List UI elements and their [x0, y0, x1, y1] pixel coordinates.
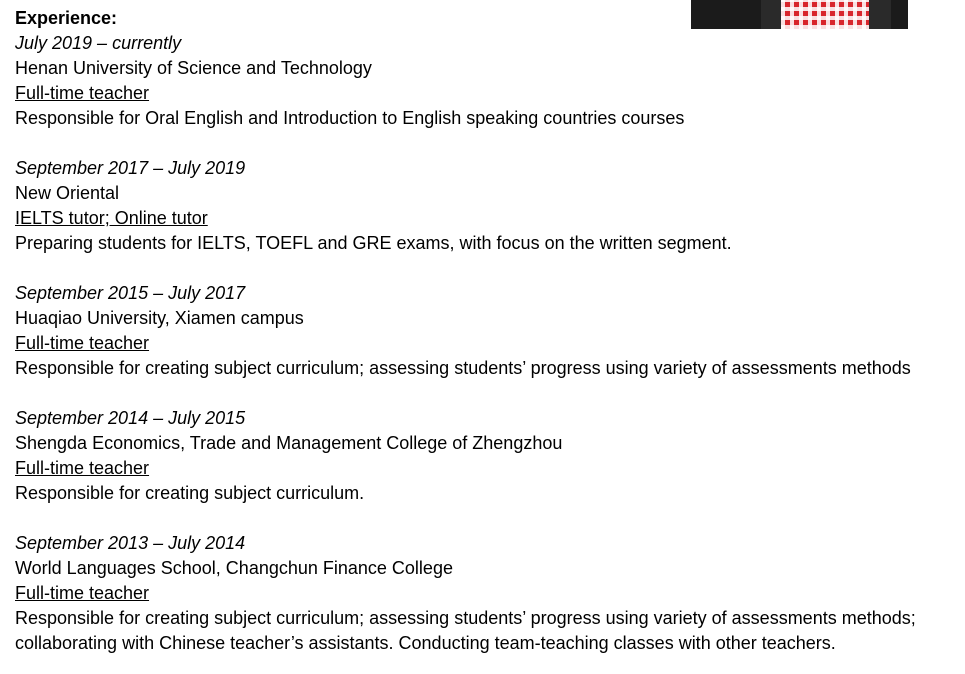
entry-description: Preparing students for IELTS, TOEFL and GRE exams, with focus on the written segment. — [15, 233, 732, 253]
spacer — [15, 506, 955, 531]
entry-organization: Huaqiao University, Xiamen campus — [15, 308, 304, 328]
entry-role: Full-time teacher — [15, 83, 150, 103]
entry-dates: September 2014 – July 2015 — [15, 408, 246, 428]
spacer — [15, 131, 955, 156]
entry-dates: July 2019 – currently — [15, 33, 182, 53]
section-heading: Experience: — [15, 8, 118, 28]
experience-entry — [15, 406, 955, 506]
experience-entry — [15, 156, 955, 256]
entry-description: Responsible for creating subject curriculum; assessing students’ progress using variety of assessments methods — [15, 358, 911, 378]
entry-description: Responsible for Oral English and Introduction to English speaking countries courses — [15, 108, 685, 128]
entry-organization: Shengda Economics, Trade and Management College of Zhengzhou — [15, 433, 563, 453]
entry-organization: New Oriental — [15, 183, 120, 203]
entry-dates: September 2015 – July 2017 — [15, 283, 246, 303]
entry-organization: Henan University of Science and Technology — [15, 58, 372, 78]
entry-description: Responsible for creating subject curriculum; assessing students’ progress using variety of assessments methods; collaborating with Chinese teacher’s assistants. Conducting team-teaching classes with other teachers. — [15, 608, 916, 653]
entry-role: Full-time teacher — [15, 333, 150, 353]
entry-dates: September 2013 – July 2014 — [15, 533, 246, 553]
entry-role: Full-time teacher — [15, 458, 150, 478]
entry-dates: September 2017 – July 2019 — [15, 158, 246, 178]
experience-section — [15, 6, 955, 656]
spacer — [15, 256, 955, 281]
entry-description: Responsible for creating subject curriculum. — [15, 483, 365, 503]
experience-entry — [15, 531, 955, 656]
entry-organization: World Languages School, Changchun Finance College — [15, 558, 453, 578]
experience-entry — [15, 31, 955, 131]
entry-role: IELTS tutor; Online tutor — [15, 208, 208, 228]
spacer — [15, 381, 955, 406]
entry-role: Full-time teacher — [15, 583, 150, 603]
experience-entry — [15, 281, 955, 381]
